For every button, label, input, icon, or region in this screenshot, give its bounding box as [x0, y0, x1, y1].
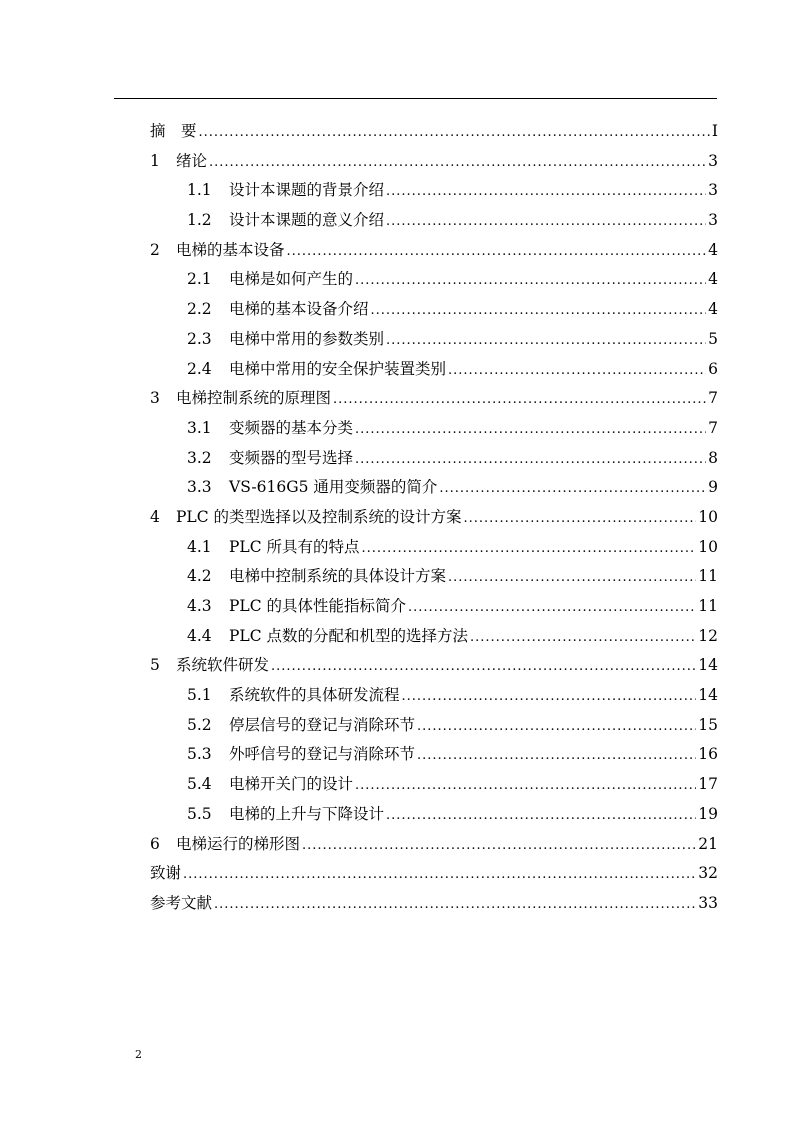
toc-entry-number: 1.2 — [187, 211, 212, 230]
toc-entry-title: 外呼信号的登记与消除环节 — [229, 745, 416, 764]
toc-entry[interactable] — [150, 770, 718, 800]
toc-entry[interactable] — [150, 473, 718, 503]
toc-entry-page: 8 — [708, 448, 718, 467]
toc-dot-leader — [214, 890, 696, 920]
header-rule — [114, 98, 717, 99]
toc-entry-number: 1 — [150, 151, 160, 170]
toc-entry-page: 4 — [708, 240, 718, 259]
toc-entry-page: 7 — [708, 389, 718, 408]
toc-entry-title: 变频器的型号选择 — [229, 448, 354, 467]
toc-entry-title: PLC 的具体性能指标简介 — [229, 597, 407, 615]
toc-entry[interactable] — [150, 384, 718, 414]
toc-entry[interactable] — [150, 740, 718, 770]
toc-entry-number: 2.3 — [187, 329, 212, 348]
toc-dot-leader — [464, 504, 697, 534]
toc-entry[interactable] — [150, 206, 718, 236]
toc-dot-leader — [448, 356, 706, 386]
toc-entry-page: 12 — [698, 626, 718, 645]
toc-entry-page: 10 — [698, 537, 718, 556]
toc-entry-page: I — [711, 122, 718, 140]
toc-entry[interactable] — [150, 711, 718, 741]
toc-entry-title: 电梯中常用的安全保护装置类别 — [229, 359, 447, 378]
toc-entry[interactable] — [150, 859, 718, 889]
toc-entry-number: 2.1 — [187, 270, 212, 289]
toc-entry-number: 5.4 — [187, 775, 212, 794]
toc-entry-title: PLC 点数的分配和机型的选择方法 — [229, 626, 469, 645]
toc-entry-page: 4 — [708, 270, 718, 289]
toc-entry-number: 5.5 — [187, 804, 212, 823]
toc-entry[interactable] — [150, 414, 718, 444]
toc-entry-title: 系统软件研发 — [176, 656, 270, 675]
toc-entry[interactable] — [150, 562, 718, 592]
toc-entry[interactable] — [150, 176, 718, 206]
toc-entry-page: 11 — [698, 597, 718, 615]
toc-entry-number: 6 — [150, 834, 160, 853]
toc-dot-leader — [371, 296, 707, 326]
toc-entry-title: 电梯的上升与下降设计 — [229, 804, 385, 823]
toc-entry-page: 5 — [708, 329, 718, 348]
toc-dot-leader — [199, 118, 710, 148]
table-of-contents — [150, 117, 718, 919]
toc-entry-title: 电梯开关门的设计 — [229, 775, 354, 794]
toc-entry[interactable] — [150, 622, 718, 652]
toc-entry[interactable] — [150, 592, 718, 622]
toc-entry-page: 14 — [698, 686, 718, 705]
toc-entry[interactable] — [150, 533, 718, 563]
toc-entry-number: 5.2 — [187, 715, 212, 734]
toc-dot-leader — [439, 474, 706, 504]
toc-entry-number: 2.2 — [187, 300, 212, 319]
toc-entry-page: 14 — [698, 656, 718, 675]
page-number: 2 — [135, 1048, 142, 1061]
toc-entry-number: 5 — [150, 656, 160, 675]
toc-dot-leader — [470, 623, 696, 653]
toc-dot-leader — [271, 652, 696, 682]
toc-entry-number: 5.1 — [187, 686, 212, 705]
toc-entry-page: 3 — [708, 181, 718, 200]
toc-entry-title: 电梯是如何产生的 — [229, 270, 354, 289]
toc-dot-leader — [386, 207, 706, 237]
toc-entry-title: 设计本课题的意义介绍 — [229, 211, 385, 230]
toc-entry-number: 1.1 — [187, 181, 212, 200]
toc-entry-page: 3 — [708, 151, 718, 170]
toc-entry-title: 绪论 — [176, 151, 208, 170]
toc-entry-number: 4 — [150, 507, 160, 526]
toc-entry-title: 变频器的基本分类 — [229, 418, 354, 437]
toc-entry-title: 电梯中常用的参数类别 — [229, 329, 385, 348]
toc-entry[interactable] — [150, 236, 718, 266]
toc-entry[interactable] — [150, 681, 718, 711]
toc-entry[interactable] — [150, 117, 718, 147]
toc-entry-page: 6 — [708, 359, 718, 378]
toc-entry-number: 2 — [150, 240, 160, 259]
toc-dot-leader — [333, 385, 706, 415]
toc-dot-leader — [209, 148, 706, 178]
toc-entry[interactable] — [150, 295, 718, 325]
toc-entry-number: 3.3 — [187, 478, 212, 497]
toc-dot-leader — [417, 712, 696, 742]
toc-dot-leader — [302, 831, 696, 861]
toc-dot-leader — [386, 177, 706, 207]
toc-dot-leader — [355, 266, 706, 296]
toc-entry-page: 4 — [708, 300, 718, 319]
toc-dot-leader — [386, 801, 696, 831]
toc-entry-page: 3 — [708, 211, 718, 230]
toc-entry-page: 33 — [698, 893, 718, 912]
toc-entry-title: VS-616G5 通用变频器的简介 — [229, 478, 438, 497]
toc-entry-number: 5.3 — [187, 745, 212, 764]
toc-dot-leader — [386, 326, 706, 356]
toc-entry-title: 停层信号的登记与消除环节 — [229, 715, 416, 734]
toc-entry-number: 3.2 — [187, 448, 212, 467]
toc-entry[interactable] — [150, 444, 718, 474]
toc-entry-page: 11 — [698, 567, 718, 586]
toc-dot-leader — [362, 534, 697, 564]
toc-entry-page: 32 — [698, 864, 718, 883]
toc-entry-number: 4.2 — [187, 567, 212, 586]
toc-entry-page: 16 — [698, 745, 718, 764]
toc-entry-number: 3 — [150, 389, 160, 408]
toc-entry-page: 21 — [698, 834, 718, 853]
toc-entry[interactable] — [150, 325, 718, 355]
toc-dot-leader — [287, 237, 707, 267]
toc-entry-page: 10 — [698, 507, 718, 526]
toc-dot-leader — [355, 771, 696, 801]
toc-entry-title: PLC 所具有的特点 — [229, 537, 360, 556]
toc-entry[interactable] — [150, 147, 718, 177]
toc-entry-number: 3.1 — [187, 418, 212, 437]
toc-entry-page: 9 — [708, 478, 718, 497]
toc-entry[interactable] — [150, 830, 718, 860]
toc-entry-title: 电梯的基本设备 — [176, 240, 285, 259]
toc-entry-title: 参考文献 — [150, 893, 213, 912]
toc-entry-title: 系统软件的具体研发流程 — [229, 686, 400, 705]
toc-entry-title: 致谢 — [150, 864, 182, 883]
toc-dot-leader — [183, 860, 696, 890]
toc-dot-leader — [417, 741, 696, 771]
toc-entry-title: 电梯控制系统的原理图 — [176, 389, 332, 408]
toc-dot-leader — [402, 682, 697, 712]
toc-entry-title: 电梯中控制系统的具体设计方案 — [229, 567, 447, 586]
toc-entry-number: 2.4 — [187, 359, 212, 378]
toc-dot-leader — [355, 445, 706, 475]
toc-entry[interactable] — [150, 651, 718, 681]
toc-entry[interactable] — [150, 800, 718, 830]
toc-entry[interactable] — [150, 889, 718, 919]
toc-entry[interactable] — [150, 355, 718, 385]
toc-entry-title: PLC 的类型选择以及控制系统的设计方案 — [176, 507, 462, 526]
toc-entry-number: 4.3 — [187, 597, 212, 615]
toc-entry-page: 19 — [698, 804, 718, 823]
toc-entry[interactable] — [150, 265, 718, 295]
toc-entry-number: 4.1 — [187, 537, 212, 556]
toc-entry[interactable] — [150, 503, 718, 533]
toc-entry-page: 17 — [698, 775, 718, 794]
toc-entry-title: 电梯的基本设备介绍 — [229, 300, 369, 319]
toc-entry-title: 设计本课题的背景介绍 — [229, 181, 385, 200]
toc-entry-page: 7 — [708, 418, 718, 437]
toc-entry-title: 电梯运行的梯形图 — [176, 834, 301, 853]
toc-dot-leader — [355, 415, 706, 445]
toc-entry-number: 4.4 — [187, 626, 212, 645]
toc-entry-title: 摘 要 — [150, 122, 197, 140]
toc-dot-leader — [448, 563, 696, 593]
toc-entry-page: 15 — [698, 715, 718, 734]
toc-dot-leader — [408, 593, 696, 623]
